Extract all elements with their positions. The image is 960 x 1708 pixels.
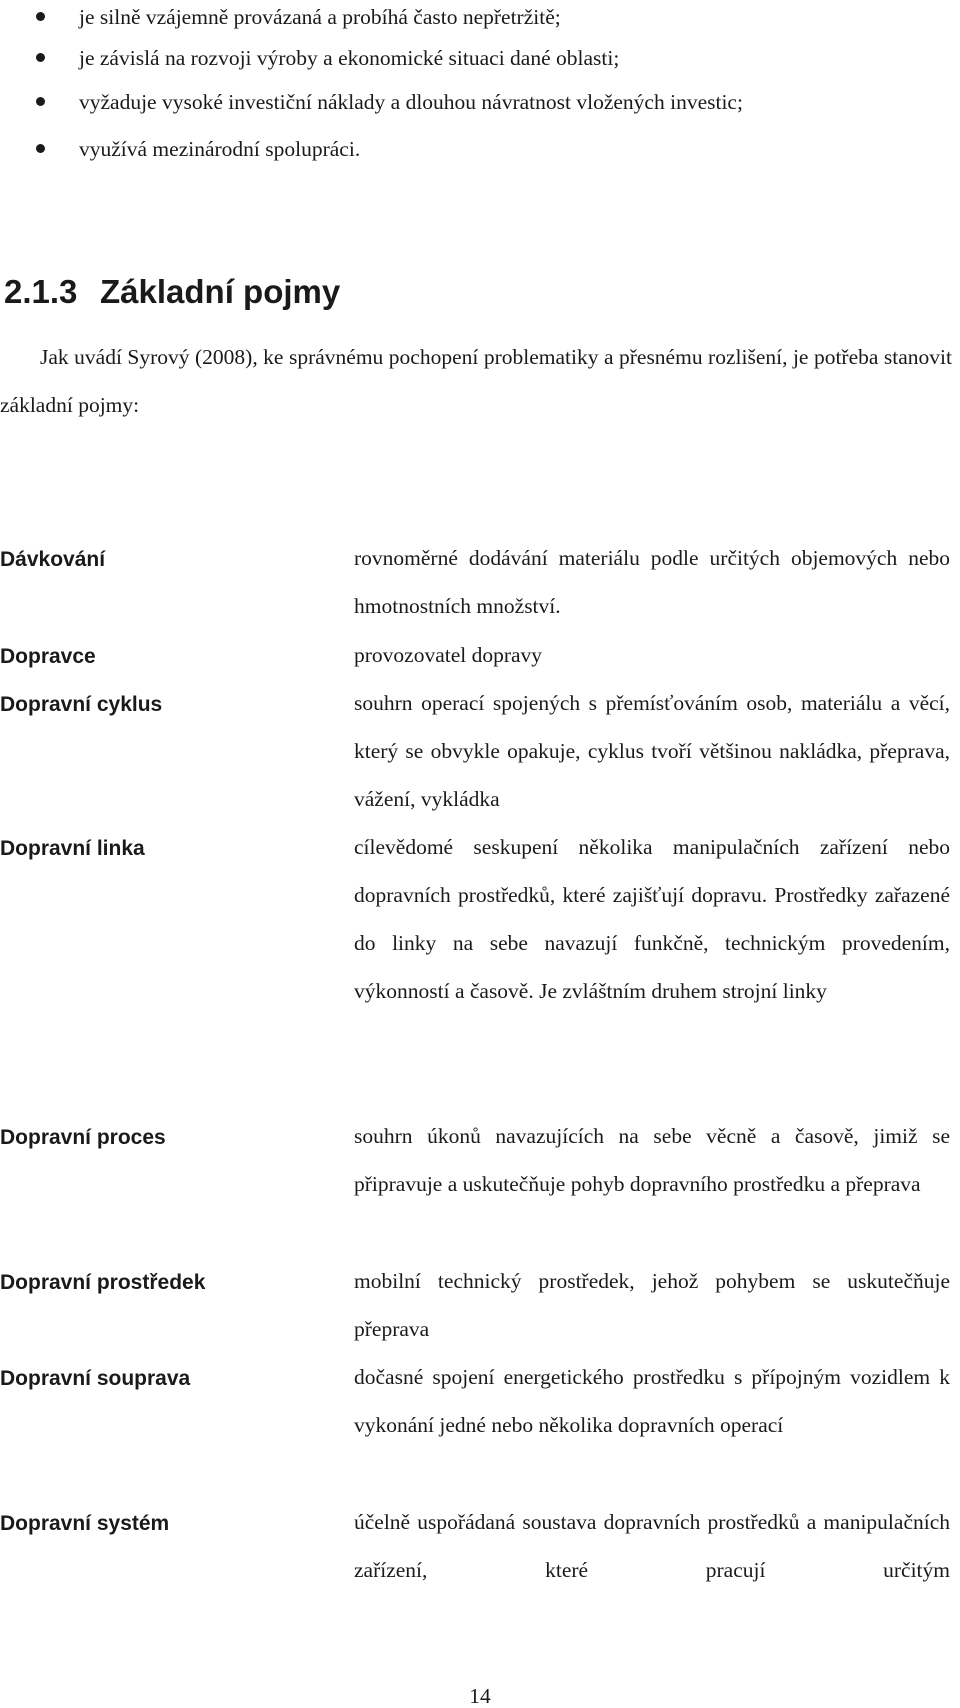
term-definition: souhrn úkonů navazujících na sebe věcně a časově, jimiž se připravuje a uskutečňuje pohyb dopravního prostředku a přeprava (354, 1124, 950, 1196)
term-label: Dopravní systém (0, 1512, 170, 1535)
intro-paragraph: Jak uvádí Syrový (2008), ke správnému pochopení problematiky a přesnému rozlišení, je potřeba stanovit základní pojmy: (0, 345, 952, 417)
section-heading (4, 272, 340, 312)
bullet-text: je závislá na rozvoji výroby a ekonomické situaci dané oblasti; (79, 46, 620, 70)
term-definition: dočasné spojení energetického prostředku s přípojným vozidlem k vykonání jedné nebo několika dopravních operací (354, 1365, 950, 1437)
page-number: 14 (469, 1684, 491, 1708)
term-label: Dopravní linka (0, 837, 145, 860)
term-definition: provozovatel dopravy (354, 643, 543, 667)
bullet-text: je silně vzájemně provázaná a probíhá často nepřetržitě; (79, 5, 561, 29)
section-title: Základní pojmy (100, 273, 341, 310)
bullet-dot-icon (36, 97, 45, 106)
term-label: Dopravní souprava (0, 1367, 191, 1390)
term-label: Dopravce (0, 645, 96, 668)
bullet-dot-icon (36, 53, 45, 62)
term-definition: cílevědomé seskupení několika manipulačních zařízení nebo dopravních prostředků, které zajišťují dopravu. Prostředky zařazené do linky na sebe navazují funkčně, technickým provedením, výkonností a časově. Je zvláštním druhem strojní linky (354, 835, 950, 1003)
term-label: Dávkování (0, 548, 106, 571)
term-definition: účelně uspořádaná soustava dopravních prostředků a manipulačních zařízení, které pracují určitým (354, 1510, 950, 1582)
bullet-text: využívá mezinárodní spolupráci. (79, 137, 361, 161)
term-definition: souhrn operací spojených s přemísťováním osob, materiálu a věcí, který se obvykle opakuje, cyklus tvoří většinou nakládka, přeprava, vážení, vykládka (354, 691, 950, 811)
section-number: 2.1.3 (4, 273, 78, 310)
term-label: Dopravní proces (0, 1126, 166, 1149)
bullet-dot-icon (36, 12, 45, 21)
bullet-text: vyžaduje vysoké investiční náklady a dlouhou návratnost vložených investic; (79, 90, 743, 114)
term-label: Dopravní prostředek (0, 1271, 206, 1294)
term-label: Dopravní cyklus (0, 693, 163, 716)
term-definition: mobilní technický prostředek, jehož pohybem se uskutečňuje přeprava (354, 1269, 950, 1341)
term-definition: rovnoměrné dodávání materiálu podle určitých objemových nebo hmotnostních množství. (354, 546, 950, 618)
bullet-dot-icon (36, 144, 45, 153)
